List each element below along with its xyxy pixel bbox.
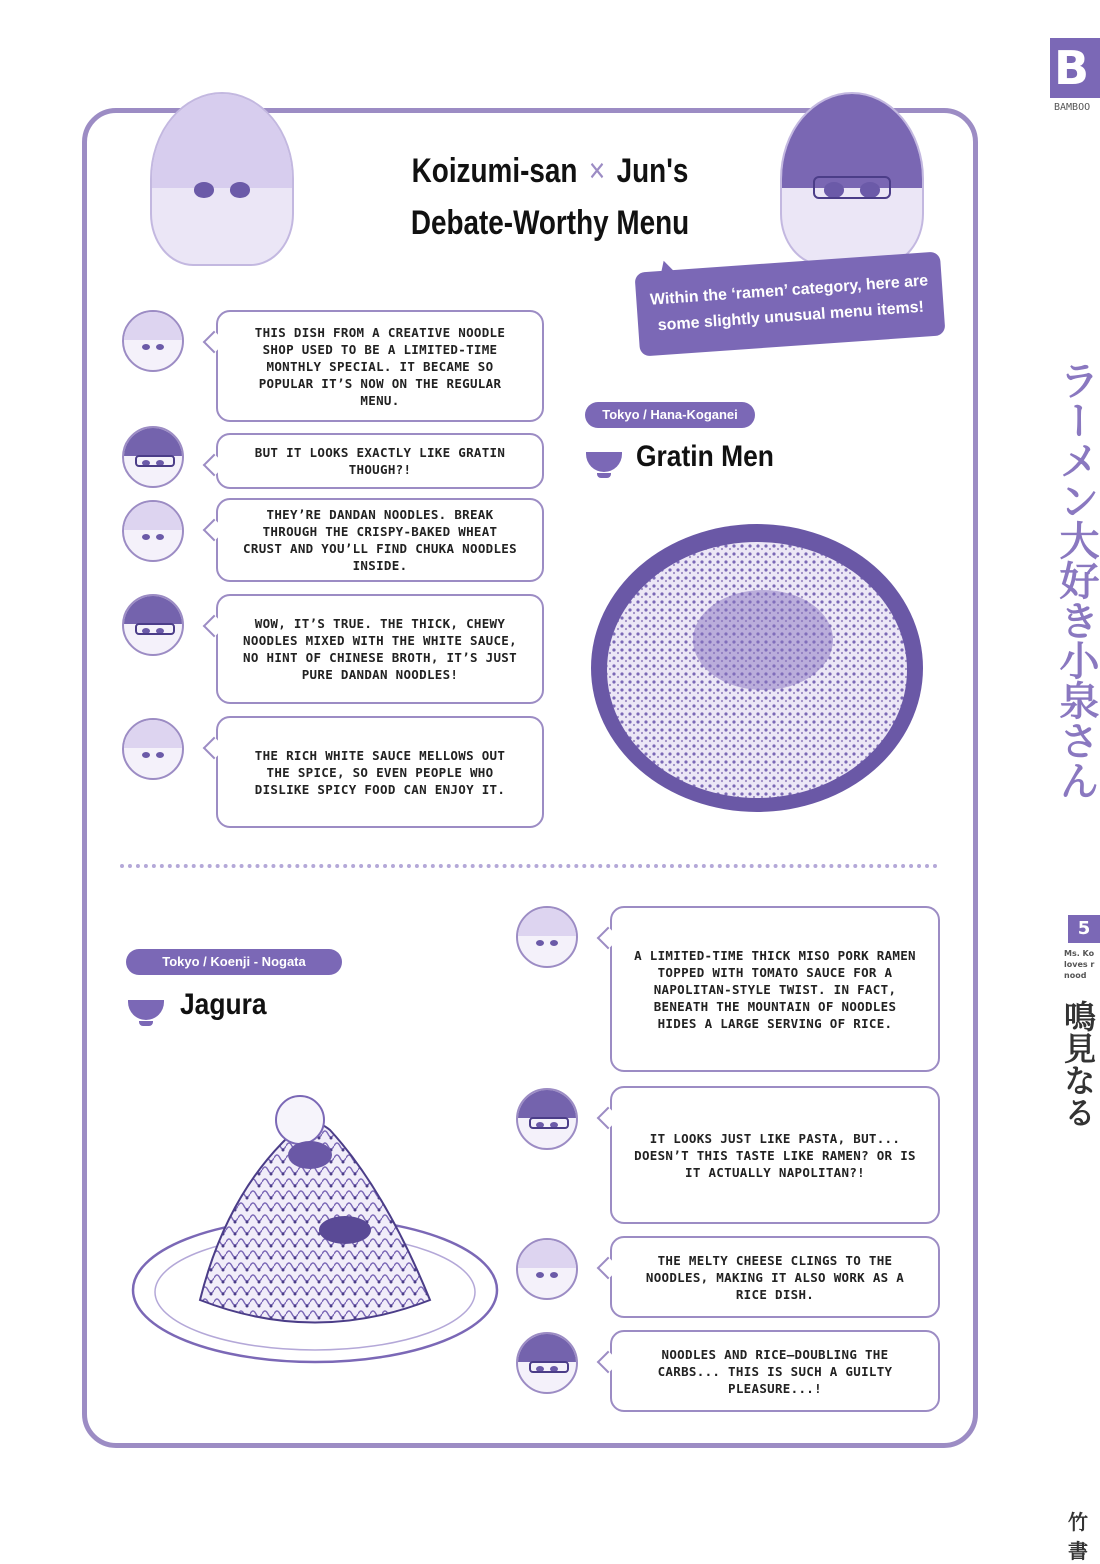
jun-avatar: [516, 1332, 578, 1394]
koizumi-avatar: [122, 500, 184, 562]
koizumi-illustration: [150, 92, 294, 266]
jun-illustration: [780, 92, 924, 266]
spine-author: 鳴見なる: [1059, 1000, 1097, 1128]
dish2-location-tag: Tokyo / Koenji - Nogata: [126, 949, 342, 975]
koizumi-avatar: [122, 310, 184, 372]
spine-volume: 5: [1068, 915, 1100, 943]
koizumi-avatar: [122, 718, 184, 780]
jun-avatar: [122, 426, 184, 488]
jun-avatar: [516, 1088, 578, 1150]
dialogue-bubble: THEY’RE DANDAN NOODLES. BREAK THROUGH THE CRISPY-BAKED WHEAT CRUST AND YOU’LL FIND CHUKA NOODLES INSIDE.: [216, 498, 544, 582]
spine-publisher: 竹書: [1068, 1510, 1088, 1563]
dialogue-bubble: THIS DISH FROM A CREATIVE NOODLE SHOP USED TO BE A LIMITED-TIME MONTHLY SPECIAL. IT BECAME SO POPULAR IT’S NOW ON THE REGULAR MENU.: [216, 310, 544, 422]
dish1-name: Gratin Men: [636, 440, 774, 473]
gratin-men-illustration: [588, 520, 926, 816]
dialogue-bubble: A LIMITED-TIME THICK MISO PORK RAMEN TOPPED WITH TOMATO SAUCE FOR A NAPOLITAN-STYLE TWIST. IN FACT, BENEATH THE MOUNTAIN OF NOODLES HIDES A LARGE SERVING OF RICE.: [610, 906, 940, 1072]
koizumi-avatar: [516, 1238, 578, 1300]
spine-title: ラーメン大好き小泉さん: [1053, 360, 1099, 800]
jun-avatar: [122, 594, 184, 656]
dish1-location-tag: Tokyo / Hana-Koganei: [585, 402, 755, 428]
koizumi-avatar: [516, 906, 578, 968]
jagura-illustration: [130, 1080, 500, 1370]
dialogue-bubble: IT LOOKS JUST LIKE PASTA, BUT... DOESN’T THIS TASTE LIKE RAMEN? OR IS IT ACTUALLY NAPOLITAN?!: [610, 1086, 940, 1224]
section-divider: [120, 864, 938, 868]
publisher-logo-sub: BAMBOO: [1054, 102, 1091, 113]
page-title: Koizumi-san × Jun's Debate-Worthy Menu: [410, 152, 690, 242]
dish2-name: Jagura: [180, 988, 267, 1021]
intro-speech-bubble: Within the ‘ramen’ category, here are some slightly unusual menu items!: [634, 251, 945, 356]
dialogue-bubble: THE MELTY CHEESE CLINGS TO THE NOODLES, MAKING IT ALSO WORK AS A RICE DISH.: [610, 1236, 940, 1318]
spine-english-title: Ms. Ko loves r nood: [1064, 949, 1095, 980]
dialogue-bubble: WOW, IT’S TRUE. THE THICK, CHEWY NOODLES MIXED WITH THE WHITE SAUCE, NO HINT OF CHINESE BROTH, IT’S JUST PURE DANDAN NOODLES!: [216, 594, 544, 704]
publisher-logo: B: [1050, 38, 1100, 98]
dialogue-bubble: BUT IT LOOKS EXACTLY LIKE GRATIN THOUGH?!: [216, 433, 544, 489]
dialogue-bubble: NOODLES AND RICE–DOUBLING THE CARBS... THIS IS SUCH A GUILTY PLEASURE...!: [610, 1330, 940, 1412]
dialogue-bubble: THE RICH WHITE SAUCE MELLOWS OUT THE SPICE, SO EVEN PEOPLE WHO DISLIKE SPICY FOOD CAN ENJOY IT.: [216, 716, 544, 828]
